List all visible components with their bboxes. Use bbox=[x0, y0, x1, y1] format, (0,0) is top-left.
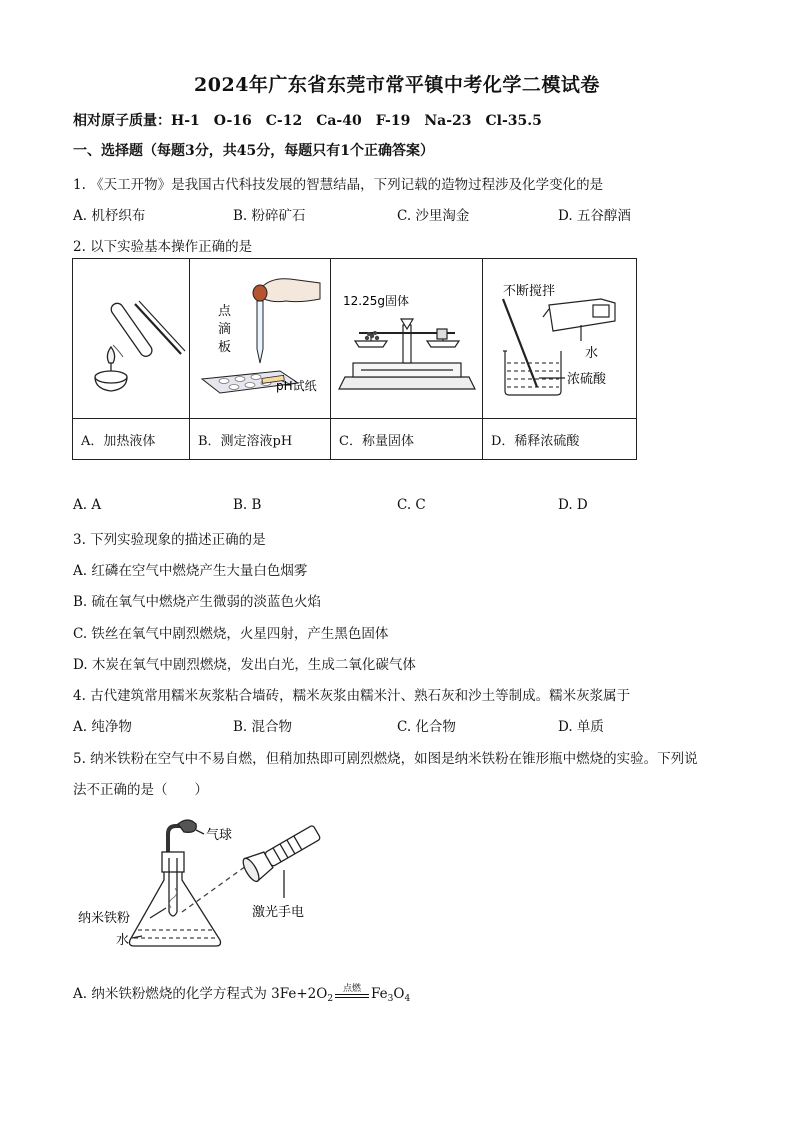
q2-option-b[interactable]: B. B bbox=[233, 497, 262, 513]
fig-heating-liquid bbox=[73, 259, 190, 419]
q5-option-a[interactable] bbox=[73, 982, 410, 1004]
q3-option-b[interactable]: B. 硫在氧气中燃烧产生微弱的淡蓝色火焰 bbox=[73, 594, 322, 610]
section-heading: 一、选择题（每题3分，共45分，每题只有1个正确答案） bbox=[73, 143, 434, 159]
dilution-illustration bbox=[483, 259, 636, 414]
q5-stem-line1: 5. 纳米铁粉在空气中不易自燃，但稍加热即可剧烈燃烧，如图是纳米铁粉在锥形瓶中燃烧的实验。下列说 bbox=[73, 751, 698, 767]
q2-option-a[interactable]: A. A bbox=[73, 497, 102, 513]
label-ph-paper: pH试纸 bbox=[276, 379, 317, 393]
label-acid: 浓硫酸 bbox=[567, 372, 607, 387]
q1-stem: 1. 《天工开物》是我国古代科技发展的智慧结晶，下列记载的造物过程涉及化学变化的是 bbox=[73, 177, 604, 193]
q1-option-c[interactable]: C. 沙里淘金 bbox=[397, 208, 470, 224]
q5-condition-label: 点燃 bbox=[343, 984, 362, 994]
q5-product-fe: Fe bbox=[371, 986, 388, 1002]
q3-option-a[interactable]: A. 红磷在空气中燃烧产生大量白色烟雾 bbox=[73, 563, 308, 579]
q1-option-d[interactable]: D. 五谷醇酒 bbox=[558, 208, 631, 224]
label-drop-plate-3: 板 bbox=[218, 340, 232, 355]
caption-a: A．加热液体 bbox=[73, 419, 190, 460]
fig-weighing-solid bbox=[331, 259, 483, 419]
q5-option-a-sub-o2: 2 bbox=[327, 994, 334, 1004]
label-water: 水 bbox=[116, 933, 130, 948]
label-drop-plate-2: 滴 bbox=[218, 322, 232, 337]
q4-stem: 4. 古代建筑常用糯米灰浆粘合墙砖，糯米灰浆由糯米汁、熟石灰和沙土等制成。糯米灰浆属于 bbox=[73, 688, 631, 704]
label-drop-plate-1: 点 bbox=[218, 304, 232, 319]
page-title: 2024年广东省东莞市常平镇中考化学二模试卷 bbox=[194, 74, 600, 96]
q5-product-sub-4: 4 bbox=[404, 994, 411, 1004]
label-laser-flashlight: 激光手电 bbox=[252, 905, 305, 920]
q1-option-a[interactable]: A. 机杼织布 bbox=[73, 208, 146, 224]
ph-test-illustration bbox=[190, 259, 330, 414]
caption-b: B．测定溶液pH bbox=[190, 419, 331, 460]
balance-illustration bbox=[331, 259, 482, 414]
caption-c: C．称量固体 bbox=[331, 419, 483, 460]
q5-nano-iron-figure bbox=[70, 812, 370, 962]
q4-option-c[interactable]: C. 化合物 bbox=[397, 719, 456, 735]
fig-diluting-acid bbox=[483, 259, 637, 419]
q5-product-sub-3: 3 bbox=[387, 994, 394, 1004]
q5-option-a-text: A. 纳米铁粉燃烧的化学方程式为 3Fe+2O bbox=[73, 986, 328, 1002]
q3-stem: 3. 下列实验现象的描述正确的是 bbox=[73, 532, 266, 548]
q2-option-c[interactable]: C. C bbox=[397, 497, 426, 513]
label-nano-iron: 纳米铁粉 bbox=[78, 911, 131, 926]
atomic-mass-line: 相对原子质量：H-1 O-16 C-12 Ca-40 F-19 Na-23 Cl-35.5 bbox=[73, 113, 542, 129]
q5-condition-arrow bbox=[335, 984, 369, 998]
label-balloon: 气球 bbox=[206, 828, 233, 843]
label-stir: 不断搅拌 bbox=[503, 284, 556, 299]
q1-option-b[interactable]: B. 粉碎矿石 bbox=[233, 208, 306, 224]
q4-option-b[interactable]: B. 混合物 bbox=[233, 719, 293, 735]
label-solid-mass: 12.25g固体 bbox=[343, 294, 409, 308]
q4-option-d[interactable]: D. 单质 bbox=[558, 719, 604, 735]
q4-option-a[interactable]: A. 纯净物 bbox=[73, 719, 132, 735]
heating-liquid-illustration bbox=[73, 259, 189, 414]
label-water: 水 bbox=[585, 346, 599, 361]
fig-ph-test bbox=[190, 259, 331, 419]
q3-option-d[interactable]: D. 木炭在氧气中剧烈燃烧，发出白光，生成二氧化碳气体 bbox=[73, 657, 416, 673]
q5-stem-line2: 法不正确的是（ ） bbox=[73, 782, 208, 798]
q2-option-d[interactable]: D. D bbox=[558, 497, 588, 513]
q3-option-c[interactable]: C. 铁丝在氧气中剧烈燃烧，火星四射，产生黑色固体 bbox=[73, 626, 389, 642]
q5-product-o: O bbox=[393, 986, 405, 1002]
q2-figure-table bbox=[72, 258, 637, 460]
caption-d: D．稀释浓硫酸 bbox=[483, 419, 637, 460]
q2-stem: 2. 以下实验基本操作正确的是 bbox=[73, 239, 253, 255]
